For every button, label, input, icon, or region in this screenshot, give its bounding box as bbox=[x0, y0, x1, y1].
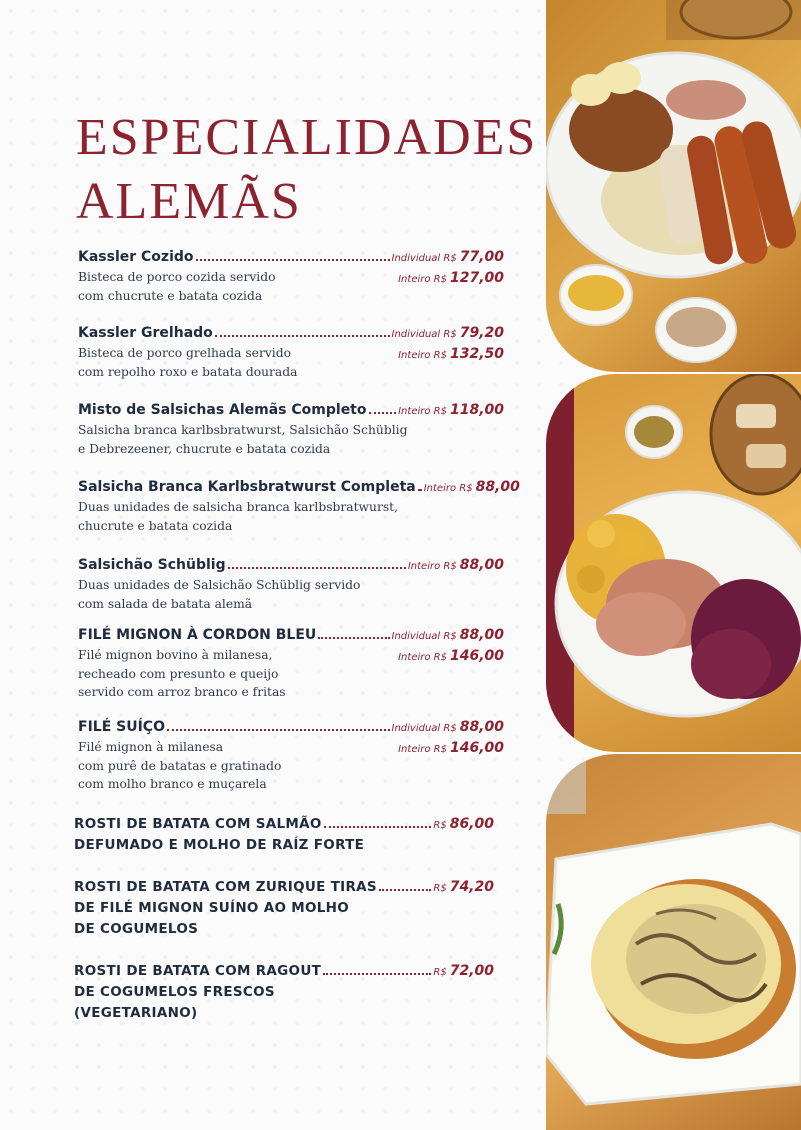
dish-name: Misto de Salsichas Alemãs Completo bbox=[78, 402, 367, 418]
food-photo-pork-chops bbox=[546, 374, 801, 752]
menu-item-body bbox=[78, 738, 504, 794]
price-whole bbox=[398, 344, 504, 381]
dot-leader bbox=[167, 729, 390, 731]
dish-description-line: com chucrute e batata cozida bbox=[78, 288, 263, 303]
price-value: 146,00 bbox=[449, 740, 504, 756]
price-label: R$ bbox=[433, 883, 447, 894]
dish-name: Salsicha Branca Karlbsbratwurst Completa bbox=[78, 479, 416, 495]
dish-description-line: servido com arroz branco e fritas bbox=[78, 685, 286, 699]
menu-item-header bbox=[78, 249, 504, 268]
menu-item bbox=[78, 627, 504, 702]
dish-description-line: Salsicha branca karlbsbratwurst, Salsichão Schüblig bbox=[78, 423, 408, 437]
menu-item-body bbox=[78, 268, 504, 305]
menu-item-header bbox=[78, 627, 504, 646]
price-whole bbox=[398, 738, 504, 794]
dish-description-line: com repolho roxo e batata dourada bbox=[78, 364, 298, 379]
price-label: Inteiro R$ bbox=[407, 561, 457, 572]
price-value: 74,20 bbox=[449, 879, 494, 895]
menu-item bbox=[78, 719, 504, 794]
price-label: R$ bbox=[433, 820, 447, 831]
dot-leader bbox=[418, 489, 422, 491]
price-label: Inteiro R$ bbox=[398, 406, 447, 417]
price-label: Inteiro R$ bbox=[398, 652, 447, 663]
dish-description bbox=[78, 576, 504, 613]
rosti-header bbox=[74, 879, 494, 900]
price-label: Inteiro R$ bbox=[423, 483, 473, 494]
price-label: Inteiro R$ bbox=[398, 350, 447, 361]
rosti-name-line: ROSTI DE BATATA COM ZURIQUE TIRAS bbox=[74, 879, 377, 895]
dish-description bbox=[78, 268, 398, 305]
rosti-item bbox=[74, 963, 494, 1026]
dish-description bbox=[78, 498, 504, 535]
rosti-name-line: ROSTI DE BATATA COM SALMÃO bbox=[74, 816, 322, 832]
menu-item-body bbox=[78, 498, 504, 535]
rosti-name-line: (VEGETARIANO) bbox=[74, 1005, 198, 1021]
dish-description-line: com purê de batatas e gratinado bbox=[78, 758, 282, 773]
dish-description-line: com molho branco e muçarela bbox=[78, 777, 267, 791]
rosti-header bbox=[74, 816, 494, 837]
dish-description-line: Duas unidades de salsicha branca karlbsbratwurst, bbox=[78, 500, 399, 514]
menu-item bbox=[78, 402, 504, 458]
dot-leader bbox=[196, 259, 390, 261]
menu-item-header bbox=[78, 402, 504, 421]
dish-description-line: e Debrezeener, chucrute e batata cozida bbox=[78, 441, 331, 456]
price-label: Individual R$ bbox=[391, 253, 457, 264]
dish-description-line: Filé mignon bovino à milanesa, bbox=[78, 648, 273, 662]
menu-item-body bbox=[78, 646, 504, 702]
dot-leader bbox=[369, 412, 397, 414]
dot-leader bbox=[318, 637, 389, 639]
menu-item-header bbox=[78, 325, 504, 344]
dish-description-line: Filé mignon à milanesa bbox=[78, 740, 224, 754]
dish-description-line: com salada de batata alemã bbox=[78, 596, 253, 611]
sausages-plate-illustration bbox=[546, 0, 801, 372]
dish-description bbox=[78, 421, 504, 458]
dish-description-line: recheado com presunto e queijo bbox=[78, 666, 279, 681]
dish-name: Kassler Cozido bbox=[78, 249, 194, 265]
dish-name: Kassler Grelhado bbox=[78, 325, 213, 341]
menu-item bbox=[78, 249, 504, 305]
dish-description bbox=[78, 646, 398, 702]
rosti-name-line: DE FILÉ MIGNON SUÍNO AO MOLHO bbox=[74, 900, 350, 916]
rosti-name-line: DEFUMADO E MOLHO DE RAÍZ FORTE bbox=[74, 837, 365, 853]
rosti-header bbox=[74, 963, 494, 984]
dish-name: FILÉ MIGNON À CORDON BLEU bbox=[78, 627, 317, 643]
price-value: 88,00 bbox=[459, 627, 504, 643]
price-label: Individual R$ bbox=[391, 723, 457, 734]
price-label: Inteiro R$ bbox=[398, 274, 447, 285]
price-value: 146,00 bbox=[449, 648, 504, 664]
price-whole bbox=[398, 268, 504, 305]
menu-item-header bbox=[78, 719, 504, 738]
title-line-2: ALEMÃS bbox=[76, 173, 302, 230]
dish-description-line: chucrute e batata cozida bbox=[78, 518, 233, 533]
price-value: 127,00 bbox=[449, 270, 504, 286]
dish-description-line: Bisteca de porco cozida servido bbox=[78, 270, 276, 284]
price-value: 132,50 bbox=[449, 346, 504, 362]
title-line-1: ESPECIALIDADES bbox=[76, 109, 538, 166]
rosti-name-line: DE COGUMELOS FRESCOS bbox=[74, 984, 275, 1000]
menu-item bbox=[78, 325, 504, 381]
menu-item-body bbox=[78, 344, 504, 381]
dot-leader bbox=[228, 567, 406, 569]
price-label: Individual R$ bbox=[391, 631, 457, 642]
menu-item-header bbox=[78, 479, 520, 498]
rosti-name-line: DE COGUMELOS bbox=[74, 921, 199, 937]
price-value: 77,00 bbox=[459, 249, 504, 265]
dish-description-line: Bisteca de porco grelhada servido bbox=[78, 346, 291, 360]
dish-name: Salsichão Schüblig bbox=[78, 557, 226, 573]
price-value: 79,20 bbox=[459, 325, 504, 341]
page-title bbox=[76, 106, 537, 234]
pork-chops-plate-illustration bbox=[546, 374, 801, 752]
dot-leader bbox=[379, 889, 431, 891]
menu-item-body bbox=[78, 421, 504, 458]
menu-item-body bbox=[78, 576, 504, 613]
price-value: 118,00 bbox=[449, 402, 504, 418]
rosti-item bbox=[74, 816, 494, 858]
menu-item bbox=[78, 479, 520, 535]
dish-description-line: Duas unidades de Salsichão Schüblig servido bbox=[78, 578, 361, 592]
menu-item bbox=[78, 557, 504, 613]
food-photo-rosti bbox=[546, 754, 801, 1130]
rosti-name-line: ROSTI DE BATATA COM RAGOUT bbox=[74, 963, 322, 979]
price-label: Inteiro R$ bbox=[398, 744, 447, 755]
price-value: 88,00 bbox=[475, 479, 520, 495]
price-whole bbox=[398, 646, 504, 702]
price-label: Individual R$ bbox=[391, 329, 457, 340]
dot-leader bbox=[323, 973, 431, 975]
dot-leader bbox=[215, 335, 390, 337]
price-label: R$ bbox=[433, 967, 447, 978]
price-value: 88,00 bbox=[459, 557, 504, 573]
price-value: 88,00 bbox=[459, 719, 504, 735]
price-value: 86,00 bbox=[449, 816, 494, 832]
rosti-plate-illustration bbox=[546, 754, 801, 1130]
dish-description bbox=[78, 344, 398, 381]
price-value: 72,00 bbox=[449, 963, 494, 979]
food-photo-sausages bbox=[546, 0, 801, 372]
dot-leader bbox=[324, 826, 432, 828]
dish-description bbox=[78, 738, 398, 794]
dish-name: FILÉ SUÍÇO bbox=[78, 719, 165, 735]
rosti-item bbox=[74, 879, 494, 942]
menu-item-header bbox=[78, 557, 504, 576]
